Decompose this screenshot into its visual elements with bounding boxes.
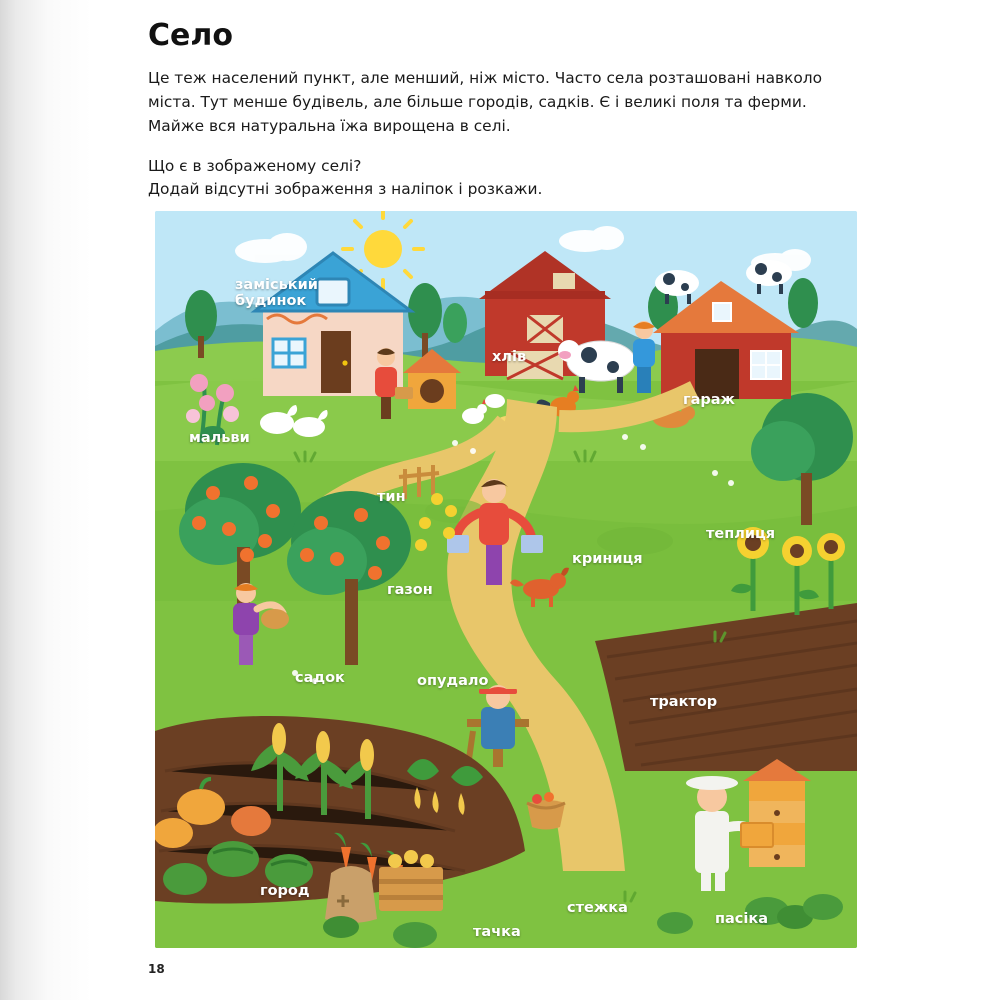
label-well: криниця bbox=[572, 551, 643, 567]
body-paragraph: Це теж населений пункт, але менший, ніж місто. Часто села розташовані навколо міста. Тут менше будівель, але більше городів, садків. Є і великі поля та ферми. Майже вся натуральна їжа вирощена в селі. bbox=[148, 69, 823, 135]
village-scene-svg bbox=[155, 211, 857, 948]
label-wheelbarrow: тачка bbox=[473, 924, 521, 940]
label-lawn: газон bbox=[387, 582, 433, 598]
page-title: Село bbox=[148, 18, 233, 53]
label-mallows: мальви bbox=[189, 430, 250, 446]
label-garden: город bbox=[260, 883, 310, 899]
label-greenhouse: теплиця bbox=[706, 526, 776, 542]
label-barn: хлів bbox=[492, 349, 527, 365]
label-footpath: стежка bbox=[567, 900, 628, 916]
page-content bbox=[148, 18, 868, 201]
instruction-text: Додай відсутні зображення з наліпок і розкажи. bbox=[148, 179, 543, 198]
question-text: Що є в зображеному селі? bbox=[148, 156, 362, 175]
label-orchard: садок bbox=[295, 670, 345, 686]
page-binding-shadow bbox=[0, 0, 96, 1000]
page-number: 18 bbox=[148, 962, 165, 976]
label-apiary: пасіка bbox=[715, 911, 768, 927]
label-tractor: трактор bbox=[650, 694, 718, 710]
label-fence: тин bbox=[377, 489, 406, 505]
village-illustration bbox=[155, 211, 857, 948]
label-country-house: заміський будинок bbox=[235, 277, 318, 310]
label-scarecrow: опудало bbox=[417, 673, 489, 689]
fence bbox=[399, 465, 439, 499]
label-garage: гараж bbox=[683, 392, 735, 408]
